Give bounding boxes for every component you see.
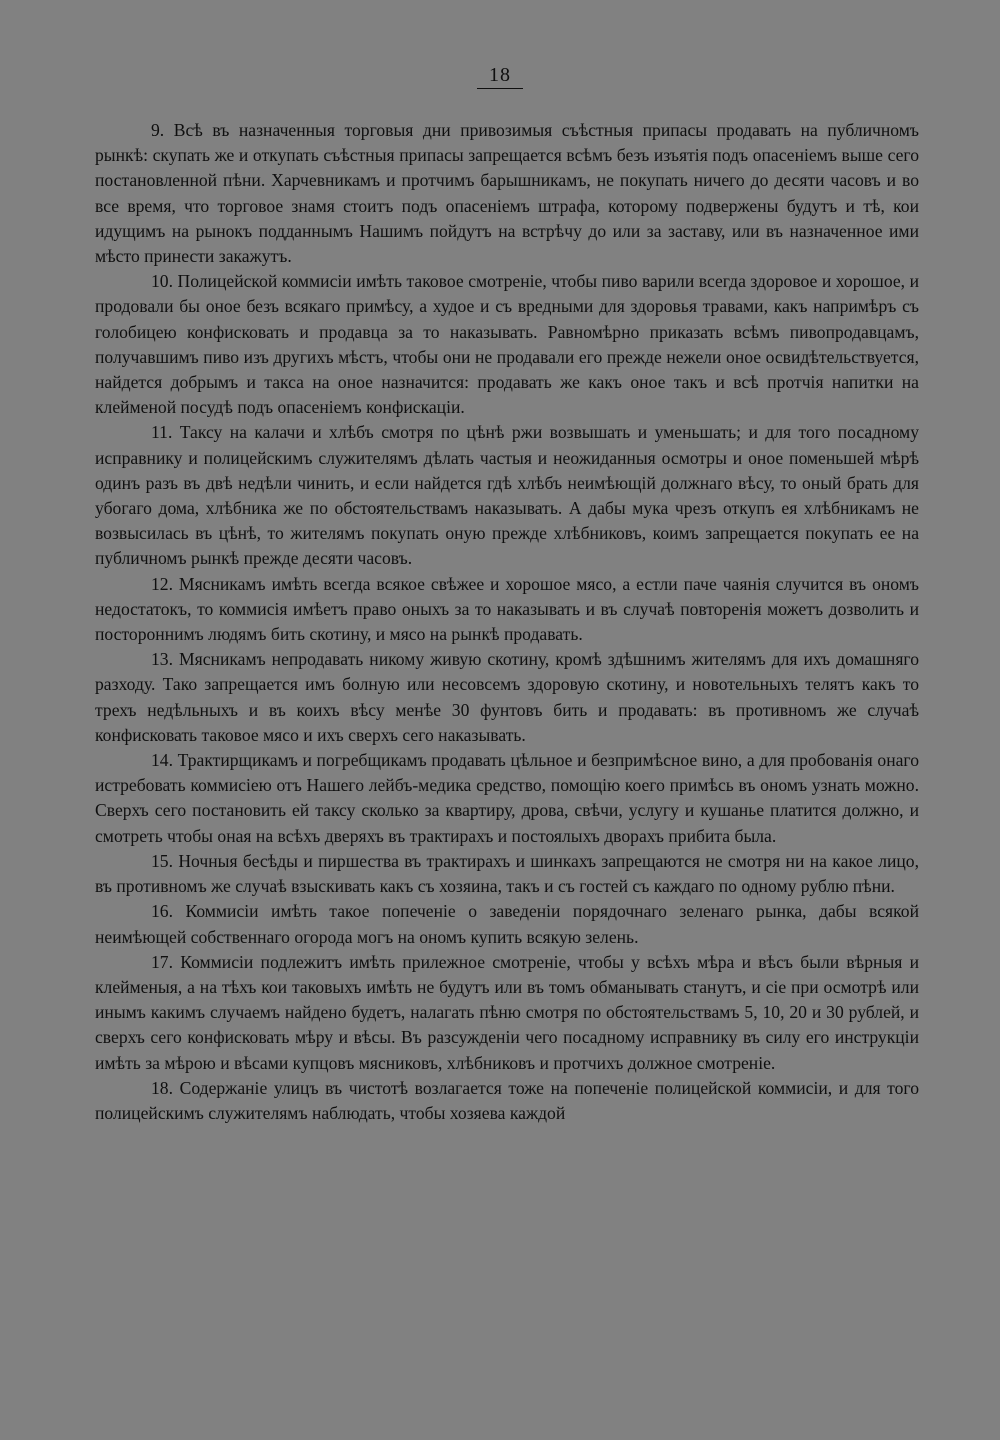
paragraph-11: 11. Таксу на калачи и хлѣбъ смотря по цѣнѣ ржи возвышать и уменьшать; и для того посадному исправнику и полицейскимъ служителямъ дѣлать частыя и неожиданныя осмотры и оное поменьшей мѣрѣ одинъ разъ въ двѣ недѣли чинить, и если найдется гдѣ хлѣбъ неимѣющій должнаго вѣсу, то оный брать для убогаго дома, хлѣбника же по обстоятельствамъ наказывать. А дабы мука чрезъ откупъ ея хлѣбникамъ не возвысилась въ цѣнѣ, то жителямъ покупать оную прежде хлѣбниковъ, коимъ запрещается покупать ее на публичномъ рынкѣ прежде десяти часовъ. (95, 422, 919, 569)
paragraph-16: 16. Коммисіи имѣть такое попеченіе о заведеніи порядочнаго зеленаго рынка, дабы всякой неимѣющей собственнаго огорода могъ на ономъ купить всякую зелень. (95, 901, 919, 947)
paragraph-12: 12. Мясникамъ имѣть всегда всякое свѣжее и хорошое мясо, а естли паче чаянія случится въ ономъ недостатокъ, то коммисія имѣетъ право оныхъ за то наказывать и въ случаѣ повторенія можетъ дозволить и постороннимъ людямъ бить скотину, и мясо на рынкѣ продавать. (95, 573, 919, 645)
page-number (0, 64, 1000, 89)
paragraph-9: 9. Всѣ въ назначенныя торговыя дни привозимыя съѣстныя припасы продавать на публичномъ рынкѣ: скупать же и откупать съѣстныя припасы запрещается всѣмъ безъ изъятія подъ опасеніемъ выше сего постановленной пѣни. Харчевникамъ и протчимъ барышникамъ, не покупать ничего до десяти часовъ и во все время, что торговое знамя стоитъ подъ опасеніемъ штрафа, которому подвержены будутъ и тѣ, кои идущимъ на рынокъ подданнымъ Нашимъ пойдутъ на встрѣчу до или за заставу, или въ назначенное ими мѣсто принести закажутъ. (95, 120, 919, 267)
paragraph-15: 15. Ночныя бесѣды и пиршества въ трактирахъ и шинкахъ запрещаются не смотря ни на какое лицо, въ противномъ же случаѣ взыскивать какъ съ хозяина, такъ и съ гостей съ каждаго по одному рублю пѣни. (95, 850, 919, 897)
paragraph-17: 17. Коммисіи подлежитъ имѣть прилежное смотреніе, чтобы у всѣхъ мѣра и вѣсъ были вѣрныя и клейменыя, а на тѣхъ кои таковыхъ имѣть не будутъ или въ томъ обманывать станутъ, и сіе при осмотрѣ или инымъ какимъ случаемъ найдено будетъ, налагать пѣню смотря по обстоятельствамъ 5, 10, 20 и 30 рублей, и сверхъ сего конфисковать мѣру и вѣсы. Въ разсужденіи чего посадному исправнику въ силу его инструкціи имѣть за мѣрою и вѣсами купцовъ мясниковъ, хлѣбниковъ и протчихъ должное смотреніе. (95, 951, 919, 1073)
paragraph-13: 13. Мясникамъ непродавать никому живую скотину, кромѣ здѣшнимъ жителямъ для ихъ домашняго разходу. Тако запрещается имъ болную или несовсемъ здоровую скотину, и новотельныхъ телятъ какъ то трехъ недѣльныхъ и въ коихъ вѣсу менѣе 30 фунтовъ бить и продавать: въ противномъ же случаѣ конфисковать таковое мясо и ихъ сверхъ сего наказывать. (95, 649, 919, 745)
paragraph-14: 14. Трактирщикамъ и погребщикамъ продавать цѣльное и безпримѣсное вино, а для пробованія онаго истребовать коммисіею отъ Нашего лейбъ-медика средство, помощію коего примѣсь въ ономъ узнать можно. Сверхъ сего постановить ей таксу сколько за квартиру, дрова, свѣчи, услугу и кушанье платится должно, и смотреть чтобы оная на всѣхъ дверяхъ въ трактирахъ и постоялыхъ дворахъ прибита была. (95, 750, 919, 846)
paragraph-18: 18. Содержаніе улицъ въ чистотѣ возлагается тоже на попеченіе полицейской коммисіи, и для того полицейскимъ служителямъ наблюдать, чтобы хозяева каждой (95, 1077, 919, 1123)
body-text (95, 118, 919, 1126)
paragraph-10: 10. Полицейской коммисіи имѣть таковое смотреніе, чтобы пиво варили всегда здоровое и хорошое, и продовали бы оное безъ всякаго примѣсу, а худое и съ вредными для здоровья травами, какъ напримѣръ съ голобицею конфисковать и продавца за то наказывать. Равномѣрно приказать всѣмъ пивопродавцамъ, получавшимъ пиво изъ другихъ мѣстъ, чтобы они не продавали его прежде нежели оное освидѣтельствуется, найдется добрымъ и такса на оное назначится: продавать же какъ оное такъ и всѣ протчія напитки на клейменой посудѣ подъ опасеніемъ конфискаціи. (95, 271, 919, 418)
page-number-text: 18 (477, 64, 523, 89)
